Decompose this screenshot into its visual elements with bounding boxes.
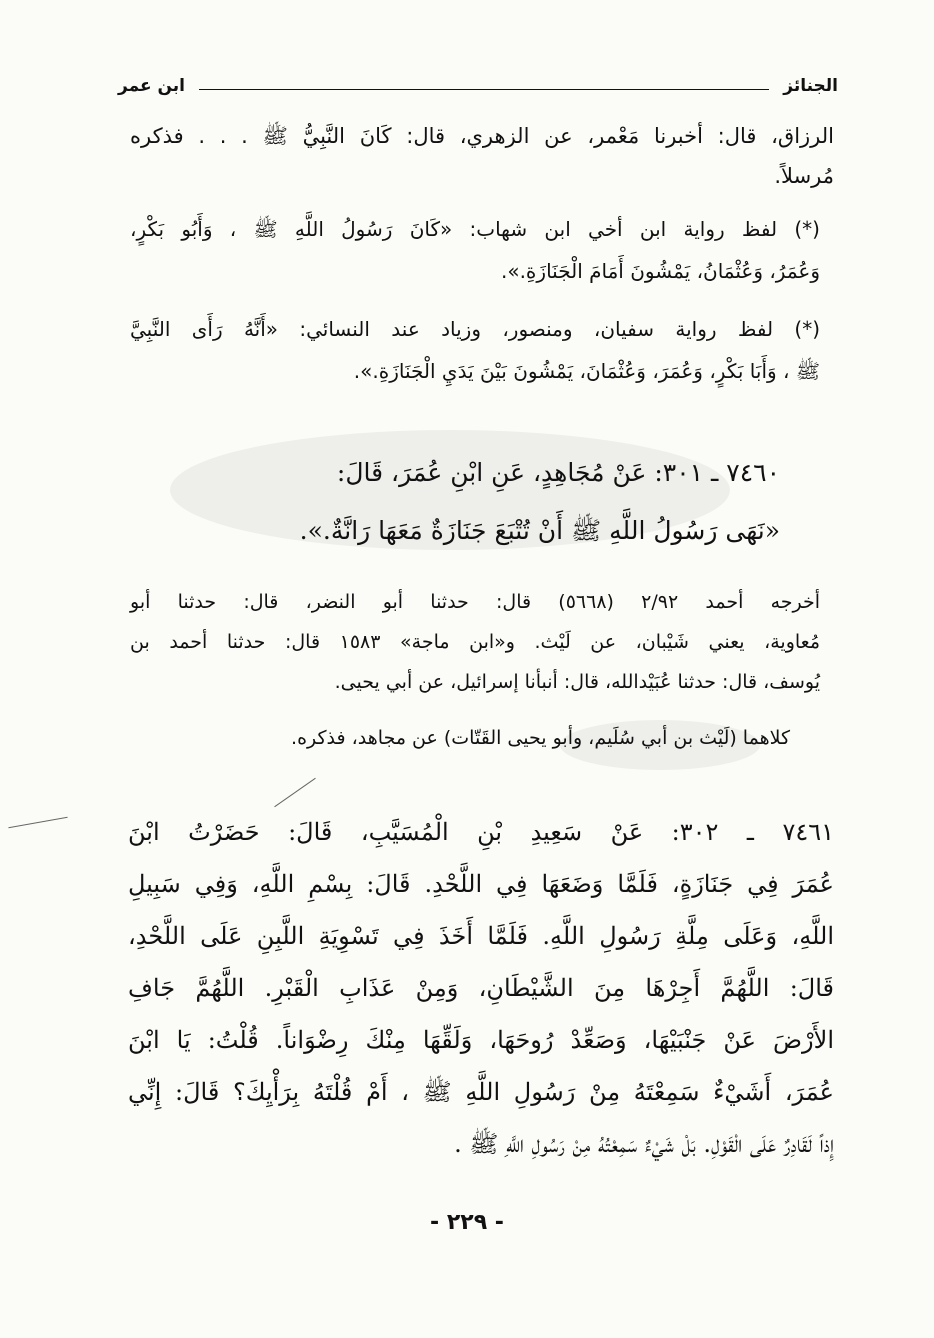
text-line: (*) لفظ رواية سفيان، ومنصور، وزياد عند النسائي: «أَنَّهُ رَأَى النَّبِيَّ	[130, 317, 820, 341]
hadith-line: الأَرْضَ عَنْ جَنْبَيْهَا، وَصَعِّدْ رُوحَهَا، وَلَقِّهَا مِنْكَ رِضْوَاناً. قُلْتُ: يَا ابْنَ	[128, 1026, 834, 1054]
text-line: مُرسلاً.	[774, 164, 834, 188]
text-line: الرزاق، قال: أخبرنا مَعْمر، عن الزهري، قال: كَانَ النَّبِيُّ ﷺ . . . فذكره	[130, 124, 834, 148]
hadith-line: قَالَ: اللَّهُمَّ أَجِرْهَا مِنَ الشَّيْطَانِ، وَمِنْ عَذَابِ الْقَبْرِ. اللَّهُمَّ جَافِ	[128, 974, 835, 1002]
takhrij-301	[130, 582, 820, 702]
text-line: وَعُمَرُ، وَعُثْمَانُ، يَمْشُونَ أَمَامَ الْجَنَازَةِ.».	[500, 259, 820, 283]
kilahuma-line	[150, 718, 790, 758]
hadith-heading: ٧٤٦٠ ـ ٣٠١: عَنْ مُجَاهِدٍ، عَنِ ابْنِ عُمَرَ، قَالَ:	[336, 458, 780, 487]
text-line: أخرجه أحمد ٢/٩٢ (٥٦٦٨) قال: حدثنا أبو النضر، قال: حدثنا أبو	[130, 591, 821, 613]
stray-mark	[8, 817, 67, 828]
hadith-line: ٧٤٦١ ـ ٣٠٢: عَنْ سَعِيدِ بْنِ الْمُسَيَّبِ، قَالَ: حَضَرْتُ ابْنَ	[128, 818, 834, 846]
header-rule	[199, 89, 769, 90]
note-paragraph-1	[130, 208, 820, 292]
hadith-line: عُمَرَ فِي جَنَازَةٍ، فَلَمَّا وَضَعَهَا فِي اللَّحْدِ. قَالَ: بِسْمِ اللَّهِ، وَفِي سَبِيلِ	[128, 870, 834, 898]
text-line: يُوسف، قال: حدثنا عُبَيْدالله، قال: أنبأنا إسرائيل، عن أبي يحيى.	[334, 671, 820, 693]
running-header	[118, 72, 838, 100]
hadith-301	[180, 444, 780, 560]
stray-mark	[274, 778, 316, 807]
chapter-title: الجنائز	[783, 76, 838, 96]
hadith-line: إِذاً لَقَادِرٌ عَلَى الْقَوْلِ. بَلْ شَيْءٌ سَمِعْتُهُ مِنْ رَسُولِ اللَّهِ ﷺ .	[454, 1130, 834, 1158]
hadith-text: «نَهَى رَسُولُ اللَّهِ ﷺ أَنْ تُتْبَعَ جَنَازَةٌ مَعَهَا رَانَّةٌ.».	[299, 516, 780, 545]
text-line: كلاهما (لَيْث بن أبي سُلَيم، وأبو يحيى القَتّات) عن مجاهد، فذكره.	[291, 727, 790, 749]
note-paragraph-2	[130, 308, 820, 392]
page-number: - ٢٢٩ -	[430, 1210, 504, 1235]
top-paragraph	[130, 116, 834, 196]
hadith-line: عُمَرَ، أَشَيْءٌ سَمِعْتَهُ مِنْ رَسُولِ اللَّهِ ﷺ ، أَمْ قُلْتَهُ بِرَأْيِكَ؟ قَالَ: إِنِّي	[128, 1078, 834, 1106]
text-line: مُعاوية، يعني شَيْبان، عن لَيْث. و«ابن ماجة» ١٥٨٣ قال: حدثنا أحمد بن	[130, 631, 821, 653]
text-line: ﷺ ، وَأَبَا بَكْرٍ، وَعُمَرَ، وَعُثْمَانَ، يَمْشُونَ بَيْنَ يَدَيِ الْجَنَازَةِ.».	[353, 359, 820, 383]
hadith-302	[128, 806, 834, 1170]
text-line: (*) لفظ رواية ابن أخي ابن شهاب: «كَانَ رَسُولُ اللَّهِ ﷺ ، وَأَبُو بَكْرٍ،	[130, 217, 820, 241]
narrator-name: ابن عمر	[118, 76, 186, 96]
hadith-line: اللَّهِ، وَعَلَى مِلَّةِ رَسُولِ اللَّهِ. فَلَمَّا أَخَذَ فِي تَسْوِيَةِ اللَّبِنِ عَلَى اللَّحْدِ،	[128, 922, 834, 950]
